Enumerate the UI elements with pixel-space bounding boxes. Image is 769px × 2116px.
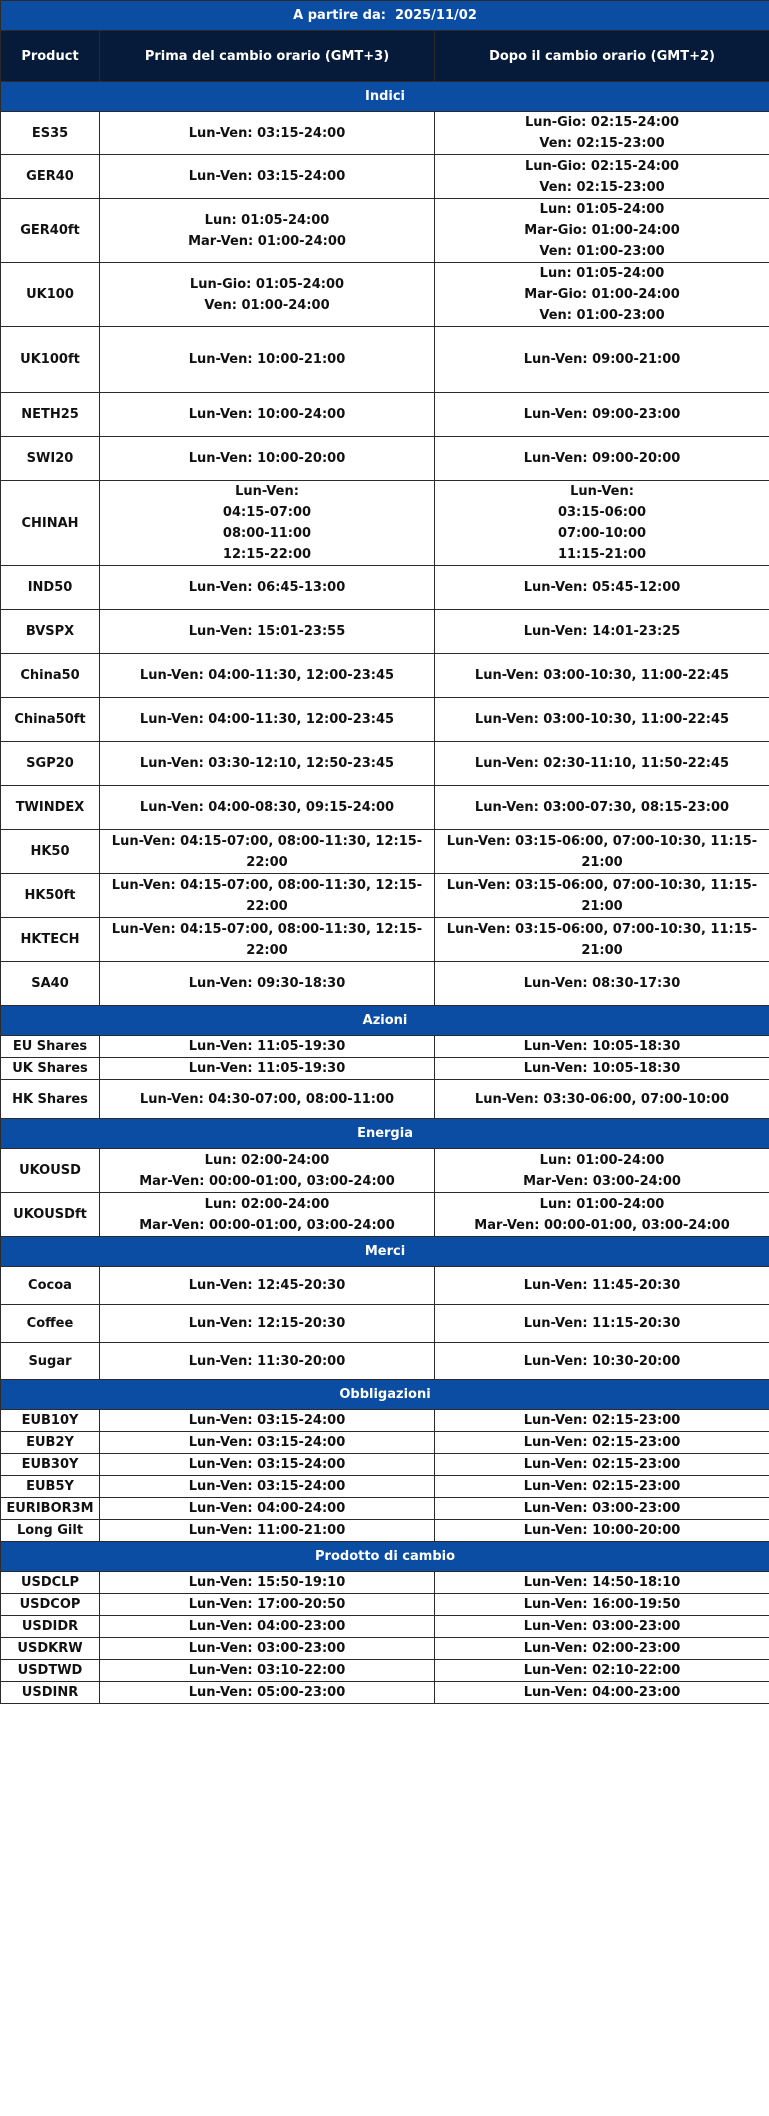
before-time-cell: Lun-Ven: 03:10-22:00: [100, 1660, 435, 1682]
table-row: [1, 1343, 769, 1380]
product-cell: USDTWD: [1, 1660, 100, 1682]
table-row: [1, 1638, 769, 1660]
product-cell: USDIDR: [1, 1616, 100, 1638]
product-cell: UK100ft: [1, 327, 100, 393]
product-cell: Sugar: [1, 1343, 100, 1380]
table-row: [1, 742, 769, 786]
table-row: [1, 327, 769, 393]
product-cell: HK Shares: [1, 1080, 100, 1119]
product-cell: USDCOP: [1, 1594, 100, 1616]
table-row: [1, 112, 769, 155]
before-time-cell: Lun-Ven: 04:00-24:00: [100, 1498, 435, 1520]
section-header: [1, 1237, 769, 1267]
before-time-cell: Lun-Ven: 03:15-24:00: [100, 1410, 435, 1432]
table-row: [1, 1616, 769, 1638]
before-time-cell: Lun-Ven: 09:30-18:30: [100, 962, 435, 1006]
product-cell: GER40: [1, 155, 100, 199]
section-title: Indici: [1, 82, 769, 112]
product-cell: UK100: [1, 263, 100, 327]
after-time-cell: Lun-Ven: 14:01-23:25: [435, 610, 769, 654]
before-time-cell: Lun-Ven: 03:00-23:00: [100, 1638, 435, 1660]
after-time-cell: Lun-Ven: 08:30-17:30: [435, 962, 769, 1006]
after-time-cell: Lun-Ven: 16:00-19:50: [435, 1594, 769, 1616]
before-time-cell: Lun: 02:00-24:00 Mar-Ven: 00:00-01:00, 03:00-24:00: [100, 1149, 435, 1193]
before-time-cell: Lun-Ven: 04:30-07:00, 08:00-11:00: [100, 1080, 435, 1119]
table-row: [1, 610, 769, 654]
before-time-cell: Lun-Ven: 06:45-13:00: [100, 566, 435, 610]
before-time-cell: Lun-Ven: 03:15-24:00: [100, 112, 435, 155]
before-time-cell: Lun-Ven: 10:00-21:00: [100, 327, 435, 393]
table-row: [1, 1149, 769, 1193]
table-row: [1, 786, 769, 830]
after-time-cell: Lun-Ven: 03:00-07:30, 08:15-23:00: [435, 786, 769, 830]
table-row: [1, 1193, 769, 1237]
after-time-cell: Lun-Ven: 14:50-18:10: [435, 1572, 769, 1594]
header-before: Prima del cambio orario (GMT+3): [100, 31, 435, 82]
before-time-cell: Lun: 01:05-24:00 Mar-Ven: 01:00-24:00: [100, 199, 435, 263]
table-row: [1, 1682, 769, 1704]
table-row: [1, 1080, 769, 1119]
after-time-cell: Lun-Ven: 02:15-23:00: [435, 1432, 769, 1454]
before-time-cell: Lun-Ven: 11:00-21:00: [100, 1520, 435, 1542]
before-time-cell: Lun-Ven: 03:15-24:00: [100, 1432, 435, 1454]
product-cell: IND50: [1, 566, 100, 610]
after-time-cell: Lun-Ven: 05:45-12:00: [435, 566, 769, 610]
after-time-cell: Lun: 01:00-24:00 Mar-Ven: 00:00-01:00, 03:00-24:00: [435, 1193, 769, 1237]
after-time-cell: Lun-Ven: 02:15-23:00: [435, 1410, 769, 1432]
product-cell: HK50ft: [1, 874, 100, 918]
effective-date-bar: [1, 1, 769, 31]
product-cell: Cocoa: [1, 1267, 100, 1305]
table-row: [1, 263, 769, 327]
product-cell: UKOUSD: [1, 1149, 100, 1193]
product-cell: EU Shares: [1, 1036, 100, 1058]
effective-date-cell: [1, 1, 769, 31]
after-time-cell: Lun-Ven: 03:15-06:00, 07:00-10:30, 11:15-21:00: [435, 830, 769, 874]
header-after: Dopo il cambio orario (GMT+2): [435, 31, 769, 82]
product-cell: NETH25: [1, 393, 100, 437]
product-cell: UK Shares: [1, 1058, 100, 1080]
after-time-cell: Lun-Ven: 03:15-06:00, 07:00-10:30, 11:15-21:00: [435, 874, 769, 918]
after-time-cell: Lun-Ven: 02:15-23:00: [435, 1476, 769, 1498]
product-cell: HKTECH: [1, 918, 100, 962]
before-time-cell: Lun-Ven: 04:15-07:00, 08:00-11:30, 12:15-22:00: [100, 874, 435, 918]
after-time-cell: Lun-Ven: 03:00-10:30, 11:00-22:45: [435, 698, 769, 742]
table-row: [1, 1432, 769, 1454]
after-time-cell: Lun-Ven: 03:00-10:30, 11:00-22:45: [435, 654, 769, 698]
after-time-cell: Lun-Ven: 10:05-18:30: [435, 1036, 769, 1058]
effective-date-label: A partire da:: [293, 8, 386, 23]
before-time-cell: Lun-Ven: 15:01-23:55: [100, 610, 435, 654]
product-cell: CHINAH: [1, 481, 100, 566]
product-cell: China50: [1, 654, 100, 698]
before-time-cell: Lun-Ven: 04:00-11:30, 12:00-23:45: [100, 698, 435, 742]
product-cell: EUB2Y: [1, 1432, 100, 1454]
product-cell: USDINR: [1, 1682, 100, 1704]
product-cell: GER40ft: [1, 199, 100, 263]
product-cell: HK50: [1, 830, 100, 874]
after-time-cell: Lun-Ven: 10:00-20:00: [435, 1520, 769, 1542]
after-time-cell: Lun-Ven: 10:30-20:00: [435, 1343, 769, 1380]
before-time-cell: Lun-Ven: 11:30-20:00: [100, 1343, 435, 1380]
product-cell: UKOUSDft: [1, 1193, 100, 1237]
after-time-cell: Lun-Ven: 03:15-06:00 07:00-10:00 11:15-21:00: [435, 481, 769, 566]
table-row: [1, 1058, 769, 1080]
after-time-cell: Lun-Ven: 03:15-06:00, 07:00-10:30, 11:15-21:00: [435, 918, 769, 962]
product-cell: Long Gilt: [1, 1520, 100, 1542]
section-header: [1, 1380, 769, 1410]
section-title: Merci: [1, 1237, 769, 1267]
table-row: [1, 1454, 769, 1476]
after-time-cell: Lun-Ven: 02:15-23:00: [435, 1454, 769, 1476]
table-row: [1, 1305, 769, 1343]
table-row: [1, 1520, 769, 1542]
before-time-cell: Lun-Ven: 04:00-11:30, 12:00-23:45: [100, 654, 435, 698]
product-cell: China50ft: [1, 698, 100, 742]
before-time-cell: Lun-Ven: 03:15-24:00: [100, 1476, 435, 1498]
before-time-cell: Lun-Ven: 04:15-07:00 08:00-11:00 12:15-22:00: [100, 481, 435, 566]
product-cell: EURIBOR3M: [1, 1498, 100, 1520]
table-row: [1, 155, 769, 199]
section-header: [1, 1542, 769, 1572]
product-cell: EUB30Y: [1, 1454, 100, 1476]
section-title: Prodotto di cambio: [1, 1542, 769, 1572]
product-cell: SGP20: [1, 742, 100, 786]
after-time-cell: Lun-Ven: 03:30-06:00, 07:00-10:00: [435, 1080, 769, 1119]
after-time-cell: Lun-Ven: 02:10-22:00: [435, 1660, 769, 1682]
before-time-cell: Lun-Ven: 17:00-20:50: [100, 1594, 435, 1616]
column-header-row: [1, 31, 769, 82]
table-row: [1, 830, 769, 874]
table-row: [1, 654, 769, 698]
section-header: [1, 1119, 769, 1149]
before-time-cell: Lun-Ven: 12:15-20:30: [100, 1305, 435, 1343]
before-time-cell: Lun-Ven: 04:15-07:00, 08:00-11:30, 12:15-22:00: [100, 918, 435, 962]
table-row: [1, 1476, 769, 1498]
before-time-cell: Lun-Ven: 11:05-19:30: [100, 1058, 435, 1080]
after-time-cell: Lun-Ven: 04:00-23:00: [435, 1682, 769, 1704]
before-time-cell: Lun-Ven: 10:00-24:00: [100, 393, 435, 437]
before-time-cell: Lun-Gio: 01:05-24:00 Ven: 01:00-24:00: [100, 263, 435, 327]
schedule-body: [1, 82, 769, 1704]
table-row: [1, 481, 769, 566]
table-row: [1, 1572, 769, 1594]
product-cell: SA40: [1, 962, 100, 1006]
before-time-cell: Lun-Ven: 03:15-24:00: [100, 155, 435, 199]
table-row: [1, 1410, 769, 1432]
after-time-cell: Lun-Gio: 02:15-24:00 Ven: 02:15-23:00: [435, 155, 769, 199]
before-time-cell: Lun-Ven: 04:00-23:00: [100, 1616, 435, 1638]
after-time-cell: Lun: 01:05-24:00 Mar-Gio: 01:00-24:00 Ven: 01:00-23:00: [435, 199, 769, 263]
table-row: [1, 1498, 769, 1520]
product-cell: BVSPX: [1, 610, 100, 654]
table-row: [1, 437, 769, 481]
after-time-cell: Lun-Gio: 02:15-24:00 Ven: 02:15-23:00: [435, 112, 769, 155]
after-time-cell: Lun-Ven: 09:00-23:00: [435, 393, 769, 437]
table-row: [1, 199, 769, 263]
table-row: [1, 1036, 769, 1058]
section-title: Azioni: [1, 1006, 769, 1036]
after-time-cell: Lun-Ven: 02:00-23:00: [435, 1638, 769, 1660]
product-cell: EUB5Y: [1, 1476, 100, 1498]
table-row: [1, 1660, 769, 1682]
product-cell: ES35: [1, 112, 100, 155]
before-time-cell: Lun: 02:00-24:00 Mar-Ven: 00:00-01:00, 03:00-24:00: [100, 1193, 435, 1237]
after-time-cell: Lun-Ven: 11:45-20:30: [435, 1267, 769, 1305]
table-row: [1, 1594, 769, 1616]
table-row: [1, 874, 769, 918]
after-time-cell: Lun: 01:00-24:00 Mar-Ven: 03:00-24:00: [435, 1149, 769, 1193]
before-time-cell: Lun-Ven: 12:45-20:30: [100, 1267, 435, 1305]
product-cell: EUB10Y: [1, 1410, 100, 1432]
before-time-cell: Lun-Ven: 05:00-23:00: [100, 1682, 435, 1704]
product-cell: USDCLP: [1, 1572, 100, 1594]
effective-date-value: 2025/11/02: [395, 8, 477, 23]
before-time-cell: Lun-Ven: 15:50-19:10: [100, 1572, 435, 1594]
section-title: Energia: [1, 1119, 769, 1149]
product-cell: SWI20: [1, 437, 100, 481]
after-time-cell: Lun-Ven: 02:30-11:10, 11:50-22:45: [435, 742, 769, 786]
after-time-cell: Lun-Ven: 11:15-20:30: [435, 1305, 769, 1343]
section-header: [1, 1006, 769, 1036]
section-title: Obbligazioni: [1, 1380, 769, 1410]
before-time-cell: Lun-Ven: 10:00-20:00: [100, 437, 435, 481]
before-time-cell: Lun-Ven: 11:05-19:30: [100, 1036, 435, 1058]
table-row: [1, 918, 769, 962]
product-cell: Coffee: [1, 1305, 100, 1343]
before-time-cell: Lun-Ven: 04:00-08:30, 09:15-24:00: [100, 786, 435, 830]
after-time-cell: Lun-Ven: 03:00-23:00: [435, 1616, 769, 1638]
after-time-cell: Lun-Ven: 10:05-18:30: [435, 1058, 769, 1080]
after-time-cell: Lun: 01:05-24:00 Mar-Gio: 01:00-24:00 Ven: 01:00-23:00: [435, 263, 769, 327]
table-row: [1, 962, 769, 1006]
product-cell: TWINDEX: [1, 786, 100, 830]
after-time-cell: Lun-Ven: 09:00-20:00: [435, 437, 769, 481]
section-header: [1, 82, 769, 112]
before-time-cell: Lun-Ven: 03:30-12:10, 12:50-23:45: [100, 742, 435, 786]
before-time-cell: Lun-Ven: 04:15-07:00, 08:00-11:30, 12:15-22:00: [100, 830, 435, 874]
table-row: [1, 566, 769, 610]
product-cell: USDKRW: [1, 1638, 100, 1660]
table-row: [1, 698, 769, 742]
table-row: [1, 1267, 769, 1305]
before-time-cell: Lun-Ven: 03:15-24:00: [100, 1454, 435, 1476]
header-product: Product: [1, 31, 100, 82]
table-row: [1, 393, 769, 437]
after-time-cell: Lun-Ven: 03:00-23:00: [435, 1498, 769, 1520]
after-time-cell: Lun-Ven: 09:00-21:00: [435, 327, 769, 393]
